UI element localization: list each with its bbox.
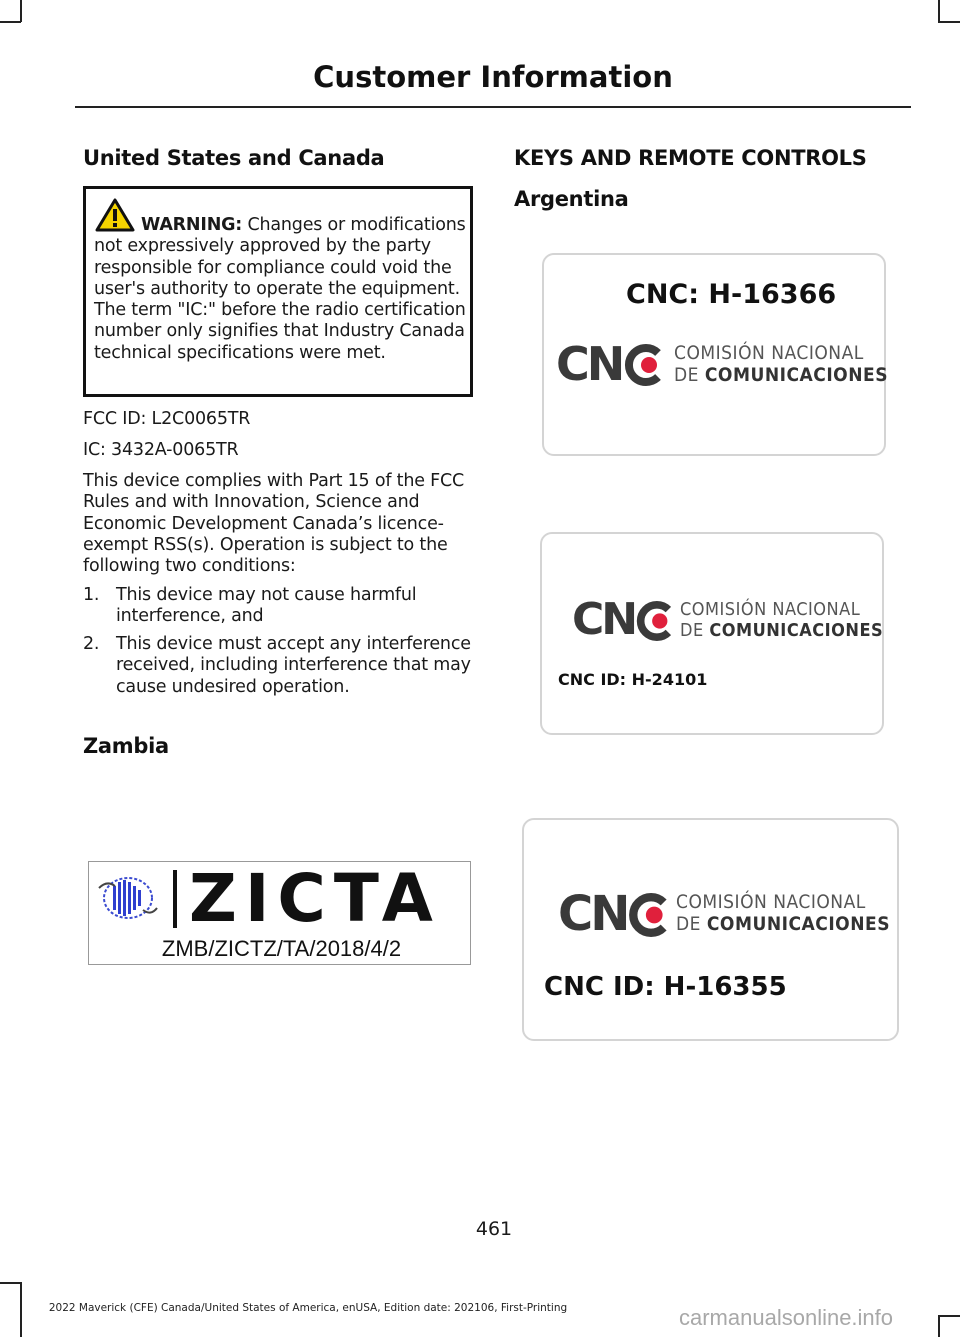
cnc-line2: COMUNICACIONES	[709, 619, 884, 641]
crop-mark	[20, 0, 22, 22]
cnc-c-red-icon	[622, 343, 666, 387]
cnc-logo-letters: CN	[556, 337, 623, 391]
crop-mark	[938, 1315, 960, 1317]
fcc-id: FCC ID: L2C0065TR	[83, 409, 251, 429]
cnc-line1: COMISIÓN NACIONAL	[676, 891, 866, 913]
footer-text: 2022 Maverick (CFE) Canada/United States of America, enUSA, Edition date: 202106, First-Printing	[48, 1302, 568, 1314]
cnc-logo	[556, 337, 889, 391]
zicta-globe-icon	[93, 870, 163, 926]
cnc-label-card	[522, 818, 899, 1041]
warning-box	[83, 186, 473, 397]
cnc-label-card	[542, 253, 889, 456]
page-title: Customer Information	[313, 60, 673, 94]
cnc-logo-text	[680, 600, 883, 641]
zicta-number: ZMB/ZICTZ/TA/2018/4/2	[161, 936, 402, 961]
page-number: 461	[475, 1218, 513, 1240]
crop-mark	[938, 21, 960, 23]
cnc-logo-text	[676, 892, 890, 936]
cnc-label-card	[540, 532, 884, 735]
cnc-line2-prefix: DE	[680, 619, 710, 641]
cnc-line2: COMUNICACIONES	[704, 363, 889, 386]
zicta-logo-text: ZICTA	[189, 860, 441, 937]
ic-number: IC: 3432A-0065TR	[83, 440, 239, 460]
cnc-logo	[572, 594, 884, 646]
cnc-id-text: CNC ID: H-16355	[544, 972, 787, 1002]
cnc-logo-text	[674, 343, 888, 387]
cnc-c-red-icon	[634, 600, 676, 642]
list-number: 2.	[83, 634, 100, 654]
warning-text	[94, 215, 470, 364]
argentina-heading: Argentina	[514, 187, 629, 211]
cnc-id-text: CNC ID: H-24101	[558, 670, 708, 689]
zicta-label	[88, 861, 471, 965]
cnc-line2: COMUNICACIONES	[706, 912, 891, 935]
compliance-text: This device complies with Part 15 of the FCC Rules and with Innovation, Science and Economic Development Canada’s licence-exempt RSS(s). Operation is subject to the following two conditions:	[83, 471, 465, 577]
cnc-line1: COMISIÓN NACIONAL	[680, 599, 861, 620]
warning-body: Changes or modifications not expressively approved by the party responsible for compliance could void the user's authority to operate the equipment. The term "IC:" before the radio certification number only signifies that Industry Canada technical specifications were met.	[94, 215, 466, 363]
cnc-line2-prefix: DE	[674, 363, 705, 386]
cnc-logo	[558, 886, 891, 942]
cnc-id-text: CNC: H-16366	[626, 279, 837, 310]
crop-mark	[938, 0, 940, 22]
list-text: This device may not cause harmful interference, and	[116, 585, 417, 627]
list-number: 1.	[83, 585, 100, 605]
crop-mark	[938, 1315, 940, 1337]
crop-mark	[0, 1282, 21, 1284]
zambia-heading: Zambia	[83, 734, 169, 758]
cnc-c-red-icon	[626, 892, 672, 938]
cnc-logo-letters: CN	[558, 886, 628, 942]
cnc-logo-letters: CN	[572, 594, 636, 645]
keys-heading: KEYS AND REMOTE CONTROLS	[514, 146, 867, 170]
watermark: carmanualsonline.info	[679, 1305, 894, 1330]
cnc-line2-prefix: DE	[676, 912, 707, 935]
crop-mark	[0, 21, 21, 23]
list-text: This device must accept any interference received, including interference that may cause undesired operation.	[116, 634, 471, 697]
zicta-divider	[173, 870, 177, 928]
warning-label: WARNING:	[141, 215, 243, 235]
us-canada-heading: United States and Canada	[83, 146, 385, 170]
title-rule	[75, 106, 911, 108]
cnc-line1: COMISIÓN NACIONAL	[674, 342, 864, 364]
